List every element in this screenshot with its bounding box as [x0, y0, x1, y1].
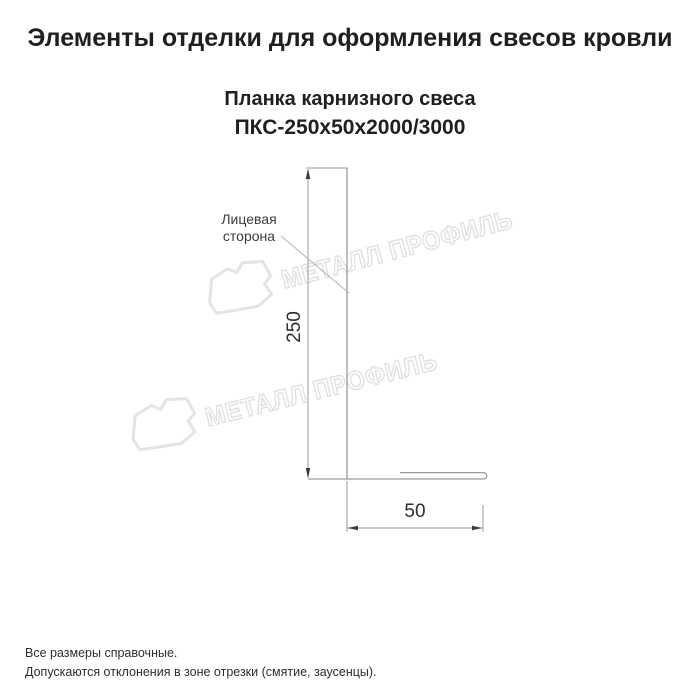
watermark-text: МЕТАЛЛ ПРОФИЛЬ [202, 339, 466, 433]
product-code: ПКС-250х50х2000/3000 [234, 116, 466, 139]
arrowhead-right [472, 526, 483, 530]
dimension-height-label: 250 [284, 311, 305, 343]
arrowhead-up [306, 169, 310, 180]
arrowhead-down [306, 468, 310, 479]
profile-hem-line [400, 473, 487, 479]
face-side-label: Лицевая сторона [221, 211, 277, 244]
page-title: Элементы отделки для оформления свесов кровли [27, 24, 673, 52]
footer-notes [25, 644, 377, 682]
footer-note-2: Допускаются отклонения в зоне отрезки (смятие, заусенцы). [25, 664, 377, 679]
watermark-text: МЕТАЛЛ ПРОФИЛЬ [278, 197, 541, 295]
arrowhead-left [348, 526, 359, 530]
footer-note-1: Все размеры справочные. [25, 646, 178, 660]
dimension-flange-label: 50 [404, 501, 426, 522]
product-name: Планка карнизного свеса [224, 88, 476, 110]
leader-line [281, 236, 349, 293]
